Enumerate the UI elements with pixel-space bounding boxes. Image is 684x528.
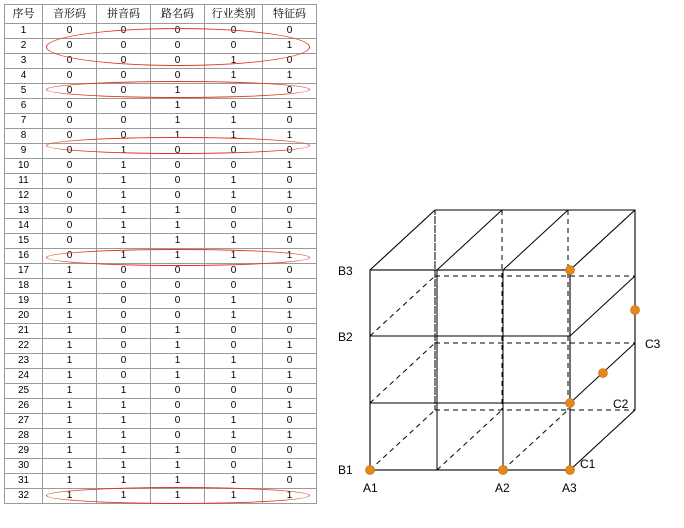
point-a1-b1-c1 — [366, 466, 375, 475]
table-row — [5, 399, 317, 414]
cell-bit: 1 — [151, 84, 205, 99]
cell-bit: 0 — [43, 249, 97, 264]
cell-bit: 1 — [43, 294, 97, 309]
cell-bit: 1 — [263, 429, 317, 444]
cell-bit: 1 — [151, 489, 205, 504]
point-a2-b1-c1 — [499, 466, 508, 475]
cell-bit: 0 — [151, 174, 205, 189]
column-header-pinyin-code: 拼音码 — [97, 5, 151, 24]
table-row — [5, 309, 317, 324]
cell-index: 17 — [5, 264, 43, 279]
cell-bit: 1 — [151, 369, 205, 384]
cell-index: 28 — [5, 429, 43, 444]
label-a2: A2 — [495, 481, 510, 495]
cell-bit: 1 — [205, 354, 263, 369]
table-row — [5, 429, 317, 444]
table-row — [5, 234, 317, 249]
table-row — [5, 54, 317, 69]
cell-bit: 0 — [151, 279, 205, 294]
cell-bit: 0 — [97, 114, 151, 129]
cell-bit: 0 — [43, 129, 97, 144]
cell-bit: 0 — [43, 189, 97, 204]
cell-bit: 1 — [43, 339, 97, 354]
cell-bit: 1 — [151, 324, 205, 339]
cell-bit: 1 — [263, 249, 317, 264]
cell-bit: 1 — [151, 204, 205, 219]
cell-bit: 0 — [43, 39, 97, 54]
cell-bit: 1 — [43, 429, 97, 444]
cell-bit: 0 — [205, 444, 263, 459]
cell-bit: 0 — [151, 39, 205, 54]
cell-bit: 1 — [263, 99, 317, 114]
cell-bit: 1 — [151, 459, 205, 474]
cube-diagram — [330, 120, 680, 520]
cell-bit: 1 — [97, 444, 151, 459]
label-c3: C3 — [645, 337, 661, 351]
cell-bit: 1 — [43, 414, 97, 429]
cell-bit: 0 — [151, 24, 205, 39]
cell-bit: 0 — [205, 24, 263, 39]
table-row — [5, 384, 317, 399]
cell-bit: 0 — [205, 279, 263, 294]
cell-bit: 1 — [205, 249, 263, 264]
cell-bit: 0 — [263, 264, 317, 279]
cell-index: 10 — [5, 159, 43, 174]
cell-bit: 0 — [205, 84, 263, 99]
binary-code-table-container — [4, 4, 316, 504]
cell-bit: 1 — [263, 159, 317, 174]
cell-bit: 1 — [263, 189, 317, 204]
table-row — [5, 279, 317, 294]
point-a3-b2-c2 — [599, 369, 608, 378]
cell-bit: 0 — [43, 69, 97, 84]
cell-index: 2 — [5, 39, 43, 54]
cell-index: 14 — [5, 219, 43, 234]
cell-bit: 1 — [43, 459, 97, 474]
cell-bit: 0 — [205, 459, 263, 474]
cell-index: 29 — [5, 444, 43, 459]
cell-bit: 0 — [263, 354, 317, 369]
cell-bit: 1 — [43, 399, 97, 414]
cell-index: 8 — [5, 129, 43, 144]
cell-bit: 0 — [151, 69, 205, 84]
cell-index: 21 — [5, 324, 43, 339]
cell-bit: 0 — [263, 324, 317, 339]
column-header-feature-code: 特征码 — [263, 5, 317, 24]
cell-bit: 1 — [151, 249, 205, 264]
cell-bit: 1 — [263, 129, 317, 144]
cell-bit: 1 — [43, 264, 97, 279]
label-a1: A1 — [363, 481, 378, 495]
cell-index: 32 — [5, 489, 43, 504]
label-c1: C1 — [580, 457, 596, 471]
cell-bit: 1 — [205, 369, 263, 384]
table-header-row — [5, 5, 317, 24]
cell-index: 15 — [5, 234, 43, 249]
cell-bit: 0 — [263, 384, 317, 399]
point-a3-b2-c1 — [566, 399, 575, 408]
cell-bit: 1 — [43, 324, 97, 339]
cell-bit: 0 — [43, 204, 97, 219]
label-b1: B1 — [338, 463, 353, 477]
cell-bit: 0 — [263, 174, 317, 189]
cell-bit: 0 — [263, 144, 317, 159]
cell-bit: 0 — [205, 219, 263, 234]
column-header-industry-category: 行业类别 — [205, 5, 263, 24]
cell-bit: 0 — [263, 204, 317, 219]
table-row — [5, 24, 317, 39]
cell-index: 3 — [5, 54, 43, 69]
cell-bit: 0 — [97, 294, 151, 309]
cell-index: 31 — [5, 474, 43, 489]
cell-bit: 1 — [263, 459, 317, 474]
cell-bit: 0 — [151, 54, 205, 69]
cell-bit: 0 — [205, 384, 263, 399]
cell-bit: 0 — [97, 339, 151, 354]
cell-bit: 0 — [205, 159, 263, 174]
cell-bit: 0 — [205, 204, 263, 219]
cell-bit: 1 — [97, 144, 151, 159]
cell-bit: 1 — [97, 219, 151, 234]
cell-bit: 1 — [151, 234, 205, 249]
cell-bit: 0 — [205, 264, 263, 279]
cell-bit: 1 — [97, 234, 151, 249]
cell-bit: 1 — [151, 99, 205, 114]
cell-bit: 0 — [263, 24, 317, 39]
cell-index: 1 — [5, 24, 43, 39]
cell-bit: 0 — [151, 264, 205, 279]
cell-bit: 0 — [97, 264, 151, 279]
cell-index: 20 — [5, 309, 43, 324]
cell-bit: 0 — [205, 324, 263, 339]
cell-bit: 0 — [205, 339, 263, 354]
cell-bit: 0 — [97, 99, 151, 114]
cell-index: 16 — [5, 249, 43, 264]
cell-bit: 0 — [151, 159, 205, 174]
cell-bit: 1 — [43, 444, 97, 459]
cell-index: 11 — [5, 174, 43, 189]
cell-bit: 0 — [97, 129, 151, 144]
cell-bit: 1 — [43, 369, 97, 384]
table-row — [5, 249, 317, 264]
cell-bit: 1 — [151, 444, 205, 459]
point-a3-b3-c1 — [566, 266, 575, 275]
table-row — [5, 489, 317, 504]
cell-bit: 0 — [263, 234, 317, 249]
cell-bit: 0 — [97, 279, 151, 294]
cell-bit: 1 — [43, 279, 97, 294]
cell-bit: 1 — [97, 159, 151, 174]
cell-index: 19 — [5, 294, 43, 309]
cell-bit: 0 — [205, 99, 263, 114]
table-row — [5, 159, 317, 174]
table-row — [5, 144, 317, 159]
cell-index: 7 — [5, 114, 43, 129]
table-row — [5, 189, 317, 204]
cell-bit: 0 — [263, 444, 317, 459]
table-row — [5, 39, 317, 54]
table-row — [5, 474, 317, 489]
cell-bit: 1 — [205, 429, 263, 444]
table-row — [5, 369, 317, 384]
cell-bit: 1 — [97, 429, 151, 444]
cell-bit: 1 — [205, 174, 263, 189]
cell-bit: 1 — [205, 189, 263, 204]
cell-bit: 0 — [43, 114, 97, 129]
cell-index: 30 — [5, 459, 43, 474]
cell-bit: 0 — [205, 39, 263, 54]
cell-bit: 0 — [97, 24, 151, 39]
binary-code-table — [4, 4, 317, 504]
cell-bit: 1 — [263, 399, 317, 414]
cell-bit: 1 — [151, 339, 205, 354]
cell-bit: 0 — [97, 69, 151, 84]
cell-bit: 0 — [263, 54, 317, 69]
cell-bit: 0 — [43, 159, 97, 174]
table-body — [5, 24, 317, 504]
cell-bit: 0 — [97, 369, 151, 384]
table-row — [5, 84, 317, 99]
table-row — [5, 99, 317, 114]
cell-index: 18 — [5, 279, 43, 294]
label-c2: C2 — [613, 397, 629, 411]
cell-bit: 0 — [151, 429, 205, 444]
cell-bit: 1 — [97, 459, 151, 474]
cell-index: 22 — [5, 339, 43, 354]
cell-bit: 1 — [263, 339, 317, 354]
cell-bit: 1 — [151, 114, 205, 129]
cell-index: 24 — [5, 369, 43, 384]
cell-bit: 0 — [151, 309, 205, 324]
cell-bit: 1 — [97, 399, 151, 414]
cell-bit: 1 — [43, 384, 97, 399]
cell-bit: 1 — [97, 384, 151, 399]
cell-bit: 0 — [43, 84, 97, 99]
cell-bit: 0 — [263, 294, 317, 309]
label-b2: B2 — [338, 330, 353, 344]
table-row — [5, 354, 317, 369]
cell-index: 4 — [5, 69, 43, 84]
cell-bit: 1 — [43, 489, 97, 504]
cell-bit: 1 — [151, 129, 205, 144]
cell-bit: 1 — [97, 414, 151, 429]
cube-front-horizontal-lines — [370, 336, 570, 403]
cell-index: 5 — [5, 84, 43, 99]
point-a3-b1-c1 — [566, 466, 575, 475]
cell-bit: 1 — [43, 354, 97, 369]
cell-bit: 0 — [151, 414, 205, 429]
cell-bit: 0 — [151, 189, 205, 204]
table-row — [5, 69, 317, 84]
cell-bit: 1 — [263, 279, 317, 294]
table-row — [5, 129, 317, 144]
table-row — [5, 219, 317, 234]
table-row — [5, 294, 317, 309]
cell-index: 13 — [5, 204, 43, 219]
cell-bit: 1 — [263, 39, 317, 54]
cell-bit: 0 — [151, 384, 205, 399]
cell-index: 12 — [5, 189, 43, 204]
cell-bit: 1 — [263, 69, 317, 84]
cell-bit: 1 — [205, 114, 263, 129]
cell-bit: 0 — [43, 24, 97, 39]
table-row — [5, 444, 317, 459]
cell-bit: 1 — [263, 489, 317, 504]
table-row — [5, 414, 317, 429]
cell-bit: 1 — [205, 474, 263, 489]
cell-bit: 1 — [151, 354, 205, 369]
table-row — [5, 459, 317, 474]
cell-bit: 0 — [43, 54, 97, 69]
column-header-roadname-code: 路名码 — [151, 5, 205, 24]
column-header-shape-code: 音形码 — [43, 5, 97, 24]
table-row — [5, 174, 317, 189]
cell-bit: 1 — [205, 489, 263, 504]
cell-bit: 1 — [97, 204, 151, 219]
cube-internal-solid-lines — [437, 210, 635, 470]
cell-bit: 0 — [151, 294, 205, 309]
cell-bit: 1 — [205, 294, 263, 309]
cell-bit: 0 — [97, 324, 151, 339]
table-row — [5, 339, 317, 354]
cell-bit: 1 — [263, 309, 317, 324]
cell-bit: 0 — [43, 174, 97, 189]
cell-bit: 0 — [97, 39, 151, 54]
cell-bit: 0 — [263, 114, 317, 129]
cell-bit: 0 — [43, 219, 97, 234]
table-row — [5, 204, 317, 219]
cell-bit: 0 — [205, 144, 263, 159]
cell-bit: 1 — [205, 69, 263, 84]
cell-bit: 0 — [205, 399, 263, 414]
cell-bit: 0 — [43, 144, 97, 159]
cell-index: 6 — [5, 99, 43, 114]
table-row — [5, 324, 317, 339]
cell-index: 27 — [5, 414, 43, 429]
cell-bit: 1 — [151, 474, 205, 489]
cell-bit: 0 — [97, 309, 151, 324]
cube-svg — [330, 120, 680, 520]
cell-bit: 1 — [97, 174, 151, 189]
cell-bit: 0 — [151, 144, 205, 159]
point-a3-b3-c3 — [631, 306, 640, 315]
cell-bit: 0 — [43, 99, 97, 114]
cell-bit: 1 — [151, 219, 205, 234]
cell-bit: 1 — [97, 489, 151, 504]
column-header-index: 序号 — [5, 5, 43, 24]
cell-bit: 1 — [205, 129, 263, 144]
cell-bit: 1 — [263, 369, 317, 384]
cell-index: 23 — [5, 354, 43, 369]
cell-bit: 1 — [43, 474, 97, 489]
cell-bit: 1 — [205, 414, 263, 429]
label-a3: A3 — [562, 481, 577, 495]
cell-bit: 0 — [97, 354, 151, 369]
cell-bit: 1 — [205, 234, 263, 249]
table-row — [5, 114, 317, 129]
cell-bit: 1 — [97, 189, 151, 204]
cell-bit: 1 — [43, 309, 97, 324]
cell-bit: 1 — [205, 309, 263, 324]
cell-bit: 0 — [43, 234, 97, 249]
cell-bit: 0 — [263, 84, 317, 99]
cell-bit: 0 — [97, 84, 151, 99]
cell-bit: 1 — [97, 474, 151, 489]
cell-index: 25 — [5, 384, 43, 399]
cell-bit: 1 — [263, 219, 317, 234]
cell-bit: 0 — [151, 399, 205, 414]
label-b3: B3 — [338, 264, 353, 278]
cell-bit: 1 — [97, 249, 151, 264]
table-row — [5, 264, 317, 279]
cell-bit: 0 — [97, 54, 151, 69]
cell-bit: 0 — [263, 414, 317, 429]
cell-index: 9 — [5, 144, 43, 159]
cell-bit: 1 — [205, 54, 263, 69]
cell-bit: 0 — [263, 474, 317, 489]
cell-index: 26 — [5, 399, 43, 414]
